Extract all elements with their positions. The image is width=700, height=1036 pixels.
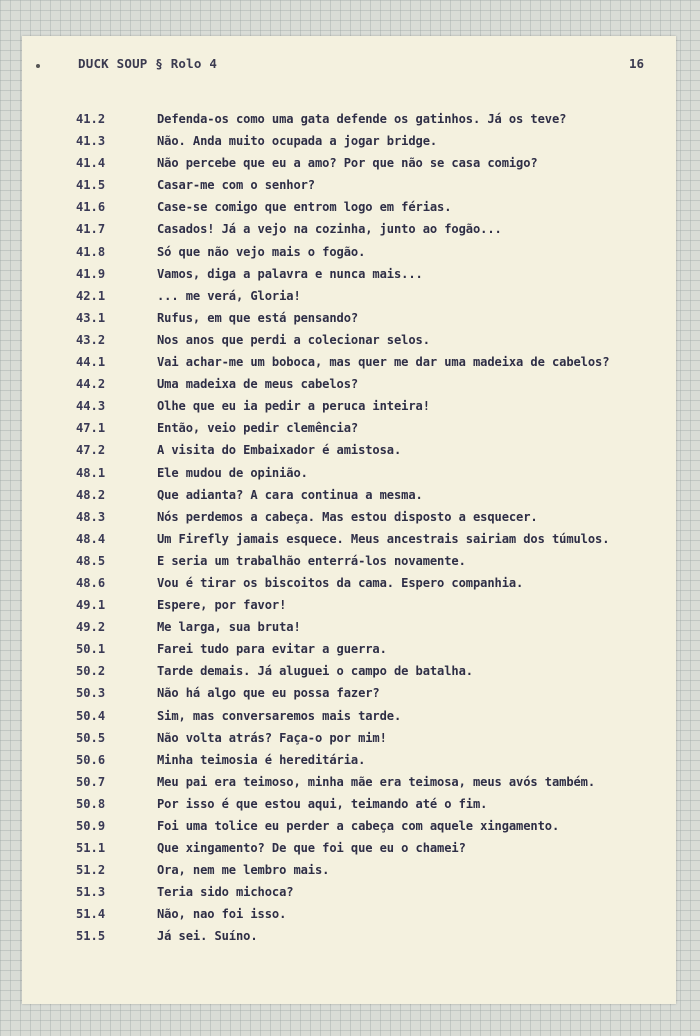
subtitle-line <box>76 241 676 263</box>
page-header <box>78 56 644 74</box>
line-text: Ele mudou de opinião. <box>157 465 308 480</box>
line-text: Por isso é que estou aqui, teimando até o fim. <box>157 796 488 811</box>
subtitle-line <box>76 881 676 903</box>
subtitle-line <box>76 660 676 682</box>
line-text: ... me verá, Gloria! <box>157 288 301 303</box>
line-number: 48.1 <box>76 465 106 480</box>
line-number: 51.2 <box>76 863 106 878</box>
subtitle-line <box>76 174 676 196</box>
page-number: 16 <box>628 56 644 71</box>
line-text: A visita do Embaixador é amistosa. <box>157 443 402 458</box>
subtitle-line <box>76 550 676 572</box>
subtitle-line <box>76 682 676 704</box>
subtitle-line <box>76 484 676 506</box>
subtitle-line <box>76 705 676 727</box>
subtitle-line <box>76 638 676 660</box>
line-number: 50.9 <box>76 819 106 833</box>
line-number: 50.3 <box>76 686 106 701</box>
subtitle-line <box>76 351 676 373</box>
punch-hole-mark <box>36 64 40 68</box>
line-number: 41.5 <box>76 178 106 193</box>
line-number: 49.2 <box>76 620 106 635</box>
line-number: 48.5 <box>76 553 106 568</box>
line-number: 51.5 <box>76 929 106 944</box>
subtitle-line <box>76 572 676 594</box>
subtitle-lines <box>76 108 676 948</box>
line-number: 41.8 <box>76 244 106 259</box>
subtitle-line <box>76 130 676 152</box>
subtitle-line <box>76 439 676 461</box>
line-text: E seria um trabalhão enterrá-los novamente. <box>157 553 466 568</box>
subtitle-line <box>76 925 676 947</box>
line-text: Defenda-os como uma gata defende os gatinhos. Já os teve? <box>157 112 567 126</box>
subtitle-line <box>76 307 676 329</box>
line-number: 50.5 <box>76 730 106 745</box>
line-text: Foi uma tolice eu perder a cabeça com aquele xingamento. <box>157 819 560 833</box>
subtitle-line <box>76 771 676 793</box>
line-number: 44.3 <box>76 399 106 414</box>
line-text: Meu pai era teimoso, minha mãe era teimosa, meus avós também. <box>157 774 596 789</box>
subtitle-line <box>76 395 676 417</box>
line-number: 44.1 <box>76 355 106 370</box>
line-number: 51.1 <box>76 841 106 856</box>
line-text: Vou é tirar os biscoitos da cama. Espero companhia. <box>157 575 524 590</box>
line-text: Casados! Já a vejo na cozinha, junto ao fogão... <box>157 222 502 237</box>
subtitle-line <box>76 727 676 749</box>
subtitle-line <box>76 793 676 815</box>
line-number: 48.4 <box>76 531 106 546</box>
line-text: Uma madeixa de meus cabelos? <box>157 377 359 392</box>
line-text: Não. Anda muito ocupada a jogar bridge. <box>157 134 438 149</box>
subtitle-line <box>76 196 676 218</box>
line-number: 41.9 <box>76 266 106 281</box>
line-text: Tarde demais. Já aluguei o campo de batalha. <box>157 664 473 679</box>
subtitle-line <box>76 417 676 439</box>
subtitle-line <box>76 218 676 240</box>
line-number: 43.1 <box>76 310 106 325</box>
line-text: Que xingamento? De que foi que eu o chamei? <box>157 841 466 856</box>
line-text: Espere, por favor! <box>157 598 287 613</box>
line-number: 51.3 <box>76 885 106 900</box>
line-text: Nós perdemos a cabeça. Mas estou disposto a esquecer. <box>157 509 538 524</box>
line-text: Vai achar-me um boboca, mas quer me dar uma madeixa de cabelos? <box>157 355 610 370</box>
subtitle-line <box>76 263 676 285</box>
subtitle-line <box>76 815 676 837</box>
subtitle-line <box>76 903 676 925</box>
line-text: Rufus, em que está pensando? <box>157 310 359 325</box>
line-number: 42.1 <box>76 288 106 303</box>
subtitle-line <box>76 528 676 550</box>
line-number: 49.1 <box>76 598 106 613</box>
subtitle-line <box>76 749 676 771</box>
subtitle-line <box>76 462 676 484</box>
line-text: Sim, mas conversaremos mais tarde. <box>157 708 402 723</box>
line-number: 41.2 <box>76 112 106 126</box>
subtitle-line <box>76 616 676 638</box>
line-text: Ora, nem me lembro mais. <box>157 863 330 878</box>
subtitle-line <box>76 152 676 174</box>
line-text: Só que não vejo mais o fogão. <box>157 244 366 259</box>
line-text: Um Firefly jamais esquece. Meus ancestrais sairiam dos túmulos. <box>157 531 610 546</box>
line-text: Então, veio pedir clemência? <box>157 421 359 436</box>
line-number: 47.2 <box>76 443 106 458</box>
line-text: Olhe que eu ia pedir a peruca inteira! <box>157 399 430 414</box>
line-number: 48.3 <box>76 509 106 524</box>
line-text: Minha teimosia é hereditária. <box>157 752 366 767</box>
line-text: Não percebe que eu a amo? Por que não se casa comigo? <box>157 156 538 171</box>
line-text: Farei tudo para evitar a guerra. <box>157 642 387 657</box>
line-number: 50.6 <box>76 752 106 767</box>
line-number: 50.4 <box>76 708 106 723</box>
line-text: Case-se comigo que entrom logo em férias. <box>157 200 452 215</box>
line-number: 47.1 <box>76 421 106 436</box>
line-number: 41.7 <box>76 222 106 237</box>
line-text: Teria sido michoca? <box>157 885 294 900</box>
line-number: 44.2 <box>76 377 106 392</box>
line-number: 50.2 <box>76 664 106 679</box>
subtitle-line <box>76 837 676 859</box>
line-number: 43.2 <box>76 332 106 347</box>
line-text: Casar-me com o senhor? <box>157 178 315 193</box>
line-number: 41.6 <box>76 200 106 215</box>
subtitle-line <box>76 285 676 307</box>
line-text: Me larga, sua bruta! <box>157 620 301 635</box>
line-number: 41.4 <box>76 156 106 171</box>
document-title: DUCK SOUP § Rolo 4 <box>78 56 218 71</box>
line-text: Não volta atrás? Faça-o por mim! <box>157 730 387 745</box>
line-text: Já sei. Suíno. <box>157 929 258 944</box>
line-number: 50.1 <box>76 642 106 657</box>
line-number: 51.4 <box>76 907 106 922</box>
line-number: 50.7 <box>76 774 106 789</box>
line-number: 50.8 <box>76 796 106 811</box>
line-number: 41.3 <box>76 134 106 149</box>
line-text: Não, nao foi isso. <box>157 907 287 922</box>
line-text: Que adianta? A cara continua a mesma. <box>157 487 423 502</box>
subtitle-line <box>76 329 676 351</box>
subtitle-line <box>76 373 676 395</box>
line-number: 48.2 <box>76 487 106 502</box>
line-text: Nos anos que perdi a colecionar selos. <box>157 332 430 347</box>
subtitle-line <box>76 108 676 130</box>
subtitle-line <box>76 506 676 528</box>
line-number: 48.6 <box>76 575 106 590</box>
subtitle-line <box>76 859 676 881</box>
line-text: Vamos, diga a palavra e nunca mais... <box>157 266 423 281</box>
subtitle-line <box>76 594 676 616</box>
line-text: Não há algo que eu possa fazer? <box>157 686 380 701</box>
